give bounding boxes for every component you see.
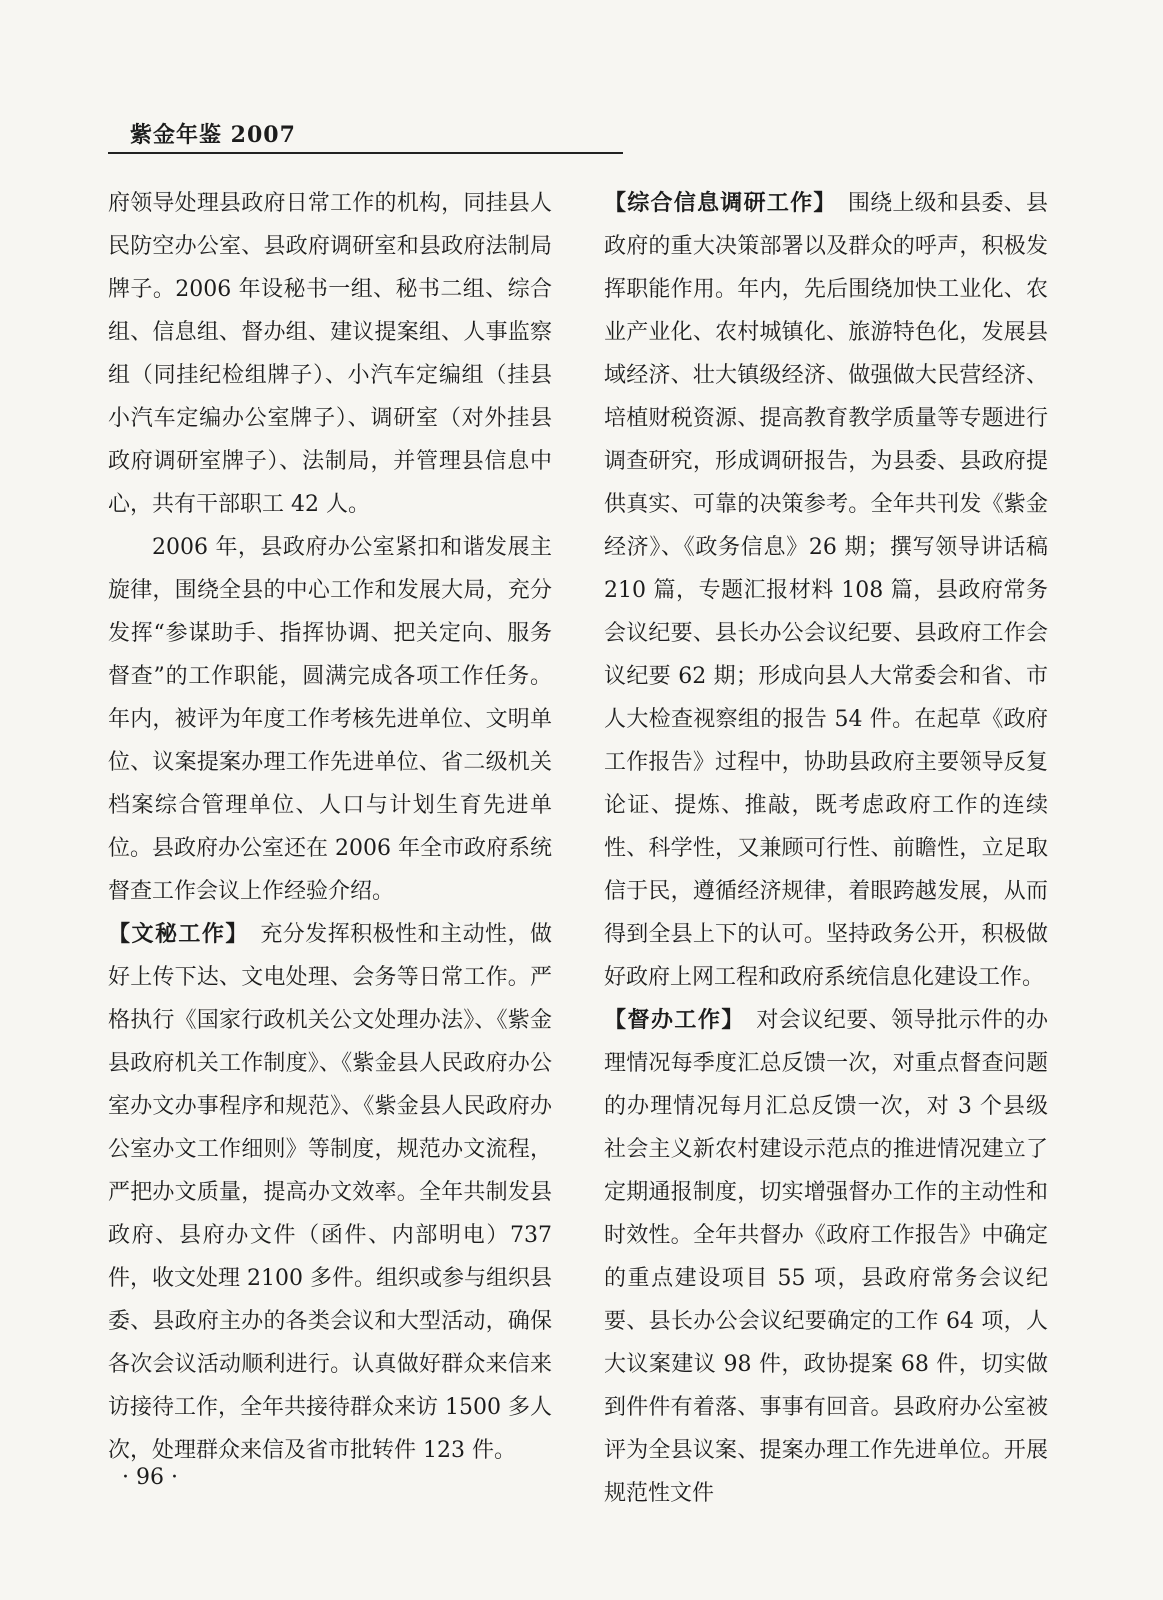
header-rule bbox=[108, 152, 623, 154]
paragraph-office-structure: 府领导处理县政府日常工作的机构，同挂县人民防空办公室、县政府调研室和县政府法制局牌子。2006 年设秘书一组、秘书二组、综合组、信息组、督办组、建议提案组、人事监察组（同挂纪检组牌子）、小汽车定编组（挂县小汽车定编办公室牌子）、调研室（对外挂县政府调研室牌子）、法制局，并管理县信息中心，共有干部职工 42 人。 bbox=[108, 191, 552, 517]
section-body: 充分发挥积极性和主动性，做好上传下达、文电处理、会务等日常工作。严格执行《国家行政机关公文处理办法》、《紫金县政府机关工作制度》、《紫金县人民政府办公室办文办事程序和规范》、《紫金县人民政府办公室办文工作细则》等制度，规范办文流程，严把办文质量，提高办文效率。全年共制发县政府、县府办文件（函件、内部明电）737 件，收文处理 2100 多件。组织或参与组织县委、县政府主办的各类会议和大型活动，确保各次会议活动顺利进行。认真做好群众来信来访接待工作，全年共接待群众来访 1500 多人次，处理群众来信及省市批转件 123 件。 bbox=[108, 922, 552, 1463]
section-secretarial-work bbox=[108, 913, 552, 1472]
section-heading: 【文秘工作】 bbox=[108, 921, 238, 947]
section-heading: 【督办工作】 bbox=[604, 1007, 734, 1033]
section-body: 对会议纪要、领导批示件的办理情况每季度汇总反馈一次，对重点督查问题的办理情况每月汇总反馈一次，对 3 个县级社会主义新农村建设示范点的推进情况建立了定期通报制度，切实增强督办工作的主动性和时效性。全年共督办《政府工作报告》中确定的重点建设项目 55 项，县政府常务会议纪要、县长办公会议纪要确定的工作 64 项，人大议案建议 98 件，政协提案 68 件，切实做到件件有着落、事事有回音。县政府办公室被评为全县议案、提案办理工作先进单位。开展规范性文件 bbox=[604, 1008, 1048, 1506]
section-research-work bbox=[604, 182, 1048, 999]
paragraph-annual-summary: 2006 年，县政府办公室紧扣和谐发展主旋律，围绕全县的中心工作和发展大局，充分发挥“参谋助手、指挥协调、把关定向、服务督查”的工作职能，圆满完成各项工作任务。年内，被评为年度工作考核先进单位、文明单位、议案提案办理工作先进单位、省二级机关档案综合管理单位、人口与计划生育先进单位。县政府办公室还在 2006 年全市政府系统督查工作会议上作经验介绍。 bbox=[108, 535, 552, 904]
running-header: 紫金年鉴 2007 bbox=[130, 122, 296, 148]
section-body: 围绕上级和县委、县政府的重大决策部署以及群众的呼声，积极发挥职能作用。年内，先后围绕加快工业化、农业产业化、农村城镇化、旅游特色化，发展县域经济、壮大镇级经济、做强做大民营经济、培植财税资源、提高教育教学质量等专题进行调查研究，形成调研报告，为县委、县政府提供真实、可靠的决策参考。全年共刊发《紫金经济》、《政务信息》26 期；撰写领导讲话稿 210 篇，专题汇报材料 108 篇，县政府常务会议纪要、县长办公会议纪要、县政府工作会议纪要 62 期；形成向县人大常委会和省、市人大检查视察组的报告 54 件。在起草《政府工作报告》过程中，协助县政府主要领导反复论证、提炼、推敲，既考虑政府工作的连续性、科学性，又兼顾可行性、前瞻性，立足取信于民，遵循经济规律，着眼跨越发展，从而得到全县上下的认可。坚持政务公开，积极做好政府上网工程和政府系统信息化建设工作。 bbox=[604, 191, 1048, 990]
section-supervision-work bbox=[604, 999, 1048, 1515]
right-column bbox=[604, 182, 1048, 1515]
left-column bbox=[108, 182, 552, 1472]
section-heading: 【综合信息调研工作】 bbox=[604, 190, 826, 216]
page-number: · 96 · bbox=[122, 1465, 178, 1490]
